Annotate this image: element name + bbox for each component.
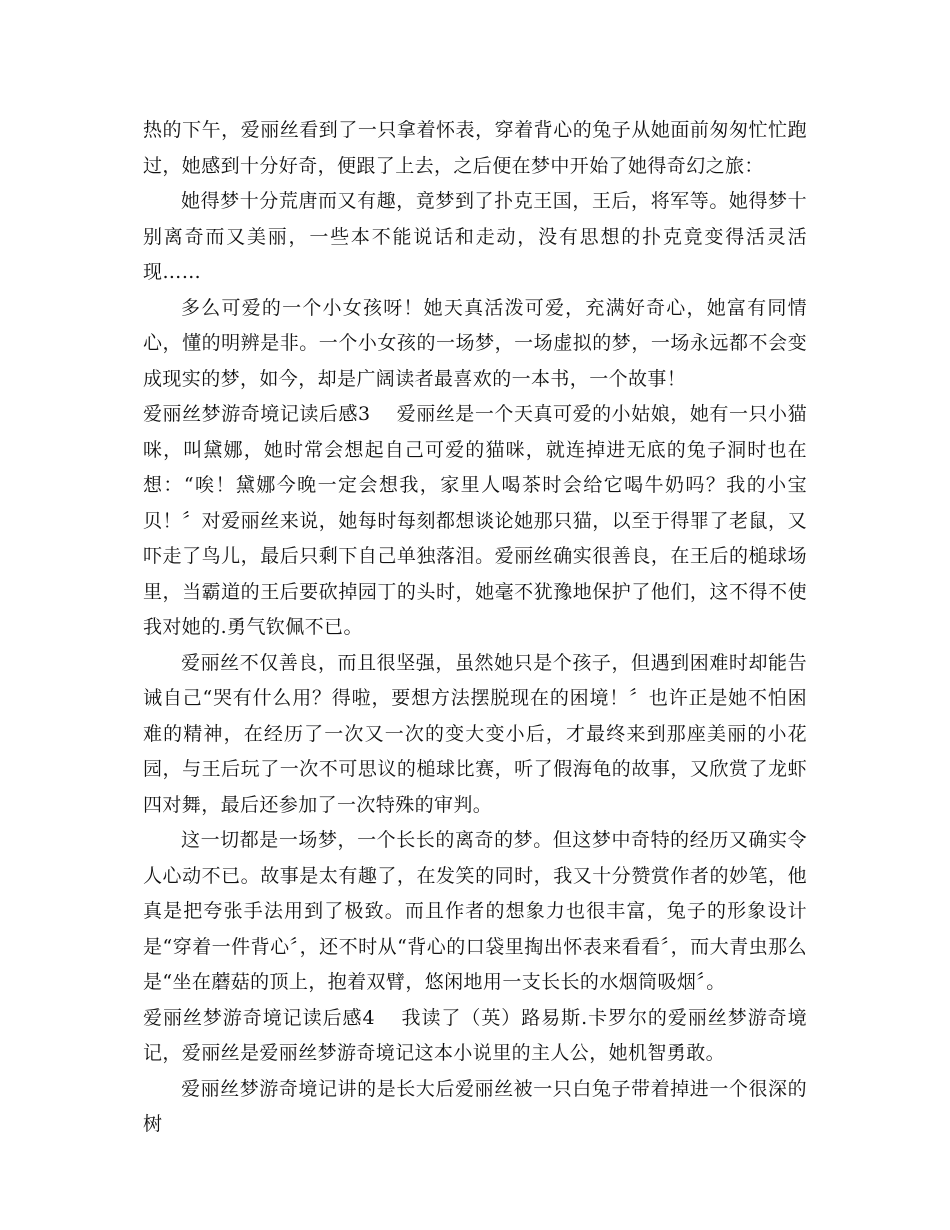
paragraph-text: 多么可爱的一个小女孩呀！她天真活泼可爱，充满好奇心，她富有同情心，懂的明辨是非。一个小女孩的一场梦，一场虚拟的梦，一场永远都不会变成现实的梦，如今，却是广阔读者最喜欢的一本书，一个故事！ — [143, 296, 807, 390]
paragraph-text: 爱丽丝不仅善良，而且很坚强，虽然她只是个孩子，但遇到困难时却能告诫自己“哭有什么用？得啦，要想方法摆脱现在的困境！〞也许正是她不怕困难的精神，在经历了一次又一次的变大变小后，才最终来到那座美丽的小花园，与王后玩了一次不可思议的槌球比赛，听了假海龟的故事，又欣赏了龙虾四对舞，最后还参加了一次特殊的审判。 — [143, 651, 807, 816]
paragraph-text: 爱丽丝梦游奇境记讲的是长大后爱丽丝被一只白兔子带着掉进一个很深的树 — [143, 1077, 807, 1135]
paragraph-5 — [143, 646, 807, 824]
paragraph-4 — [143, 397, 807, 646]
paragraph-text: 这一切都是一场梦，一个长长的离奇的梦。但这梦中奇特的经历又确实令人心动不已。故事是太有趣了，在发笑的同时，我又十分赞赏作者的妙笔，他真是把夸张手法用到了极致。而且作者的想象力也很丰富，兔子的形象设计是“穿着一件背心〞，还不时从“背心的口袋里掏出怀表来看看〞，而大青虫那么是“坐在蘑菇的顶上，抱着双臂，悠闲地用一支长长的水烟筒吸烟〞。 — [143, 829, 807, 993]
document-body — [143, 113, 807, 1143]
paragraph-6 — [143, 823, 807, 1001]
section-heading-4: 爱丽丝梦游奇境记读后感4 — [143, 1006, 375, 1029]
paragraph-2 — [143, 184, 807, 291]
paragraph-text: 她得梦十分荒唐而又有趣，竟梦到了扑克王国，王后，将军等。她得梦十别离奇而又美丽，一些本不能说话和走动，没有思想的扑克竟变得活灵活现…… — [143, 190, 807, 283]
paragraph-7 — [143, 1001, 807, 1072]
paragraph-1 — [143, 113, 807, 184]
paragraph-3 — [143, 291, 807, 398]
paragraph-text: 我读了（英）路易斯.卡罗尔的爱丽丝梦游奇境记，爱丽丝是爱丽丝梦游奇境记这本小说里的主人公，她机智勇敢。 — [143, 1006, 807, 1064]
section-heading-3: 爱丽丝梦游奇境记读后感3 — [143, 403, 371, 425]
paragraph-text: 爱丽丝是一个天真可爱的小姑娘，她有一只小猫咪，叫黛娜，她时常会想起自己可爱的猫咪，就连掉进无底的兔子洞时也在想：“唉！黛娜今晚一定会想我，家里人喝茶时会给它喝牛奶吗？我的小宝贝！〞对爱丽丝来说，她每时每刻都想谈论她那只猫，以至于得罪了老鼠，又吓走了鸟儿，最后只剩下自己单独落泪。爱丽丝确实很善良，在王后的槌球场里，当霸道的王后要砍掉园丁的头时，她毫不犹豫地保护了他们，这不得不使我对她的.勇气钦佩不已。 — [143, 403, 808, 638]
paragraph-text: 热的下午，爱丽丝看到了一只拿着怀表，穿着背心的兔子从她面前匆匆忙忙跑过，她感到十分好奇，便跟了上去，之后便在梦中开始了她得奇幻之旅： — [143, 119, 807, 177]
paragraph-8 — [143, 1072, 807, 1143]
